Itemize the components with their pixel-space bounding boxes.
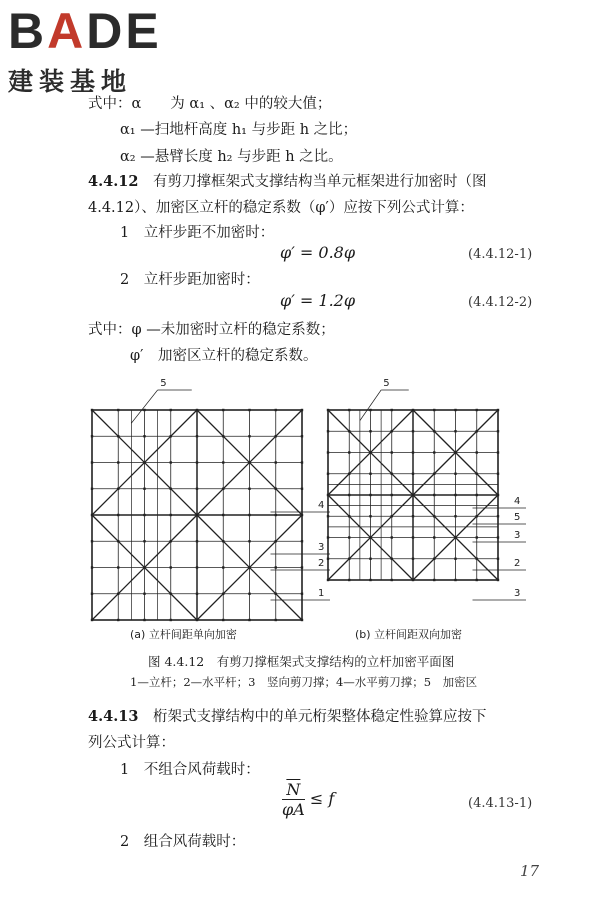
pole-dot bbox=[454, 409, 456, 411]
equation-number: (4.4.12-1) bbox=[468, 247, 533, 262]
pole-dot bbox=[301, 461, 303, 463]
pole-dot bbox=[91, 461, 93, 463]
figure-label: 5 bbox=[383, 378, 390, 389]
pole-dot bbox=[327, 536, 329, 538]
figure-label: 3 bbox=[318, 542, 325, 553]
list-item: 2 立杆步距加密时： bbox=[120, 272, 260, 288]
pole-dot bbox=[433, 536, 435, 538]
pole-dot bbox=[497, 515, 499, 517]
pole-dot bbox=[301, 593, 303, 595]
pole-dot bbox=[91, 435, 93, 437]
pole-dot bbox=[348, 536, 350, 538]
figure-label: 4 bbox=[514, 496, 521, 507]
logo-subtitle: 建装基地 bbox=[8, 67, 133, 96]
pole-dot bbox=[275, 619, 277, 621]
list-item: 2 组合风荷载时： bbox=[120, 834, 246, 850]
pole-dot bbox=[143, 488, 145, 490]
figure-a bbox=[91, 378, 330, 621]
figure-label: 5 bbox=[514, 512, 521, 523]
figure-label: 2 bbox=[514, 558, 521, 569]
formula-stability: $\frac{\overline{N}}{\varphi A}$ ≤ f bbox=[282, 780, 335, 819]
pole-dot bbox=[348, 451, 350, 453]
pole-dot bbox=[391, 451, 393, 453]
pole-dot bbox=[476, 536, 478, 538]
pole-dot bbox=[248, 435, 250, 437]
pole-dot bbox=[348, 409, 350, 411]
pole-dot bbox=[433, 451, 435, 453]
section-heading: 4.4.13 桁架式支撑结构中的单元桁架整体稳定性验算应按下 bbox=[88, 708, 487, 725]
pole-dot bbox=[222, 566, 224, 568]
pole-dot bbox=[222, 619, 224, 621]
pole-dot bbox=[117, 461, 119, 463]
pole-dot bbox=[248, 540, 250, 542]
section-heading: 4.4.12 有剪刀撑框架式支撑结构当单元框架进行加密时（图 bbox=[88, 173, 487, 190]
text-line: α₂ —悬臂长度 h₂ 与步距 h 之比。 bbox=[120, 149, 343, 165]
figure-a-subcaption: (a) 立杆间距单向加密 bbox=[130, 628, 237, 641]
pole-dot bbox=[170, 566, 172, 568]
pole-dot bbox=[369, 558, 371, 560]
logo-wordmark: BADE bbox=[8, 3, 162, 59]
pole-dot bbox=[301, 435, 303, 437]
pole-dot bbox=[117, 619, 119, 621]
pole-dot bbox=[369, 409, 371, 411]
pole-dot bbox=[476, 451, 478, 453]
list-item: 1 不组合风荷载时： bbox=[120, 762, 260, 778]
figure-b-subcaption: (b) 立杆间距双向加密 bbox=[355, 628, 463, 641]
pole-dot bbox=[248, 409, 250, 411]
pole-dot bbox=[391, 579, 393, 581]
page-number: 17 bbox=[520, 862, 540, 880]
figure-legend: 1—立杆；2—水平杆；3 竖向剪刀撑；4—水平剪刀撑；5 加密区 bbox=[130, 675, 478, 689]
pole-dot bbox=[476, 579, 478, 581]
pole-dot bbox=[91, 566, 93, 568]
pole-dot bbox=[369, 579, 371, 581]
text-line: 式中：φ —未加密时立杆的稳定系数； bbox=[88, 322, 335, 338]
pole-dot bbox=[143, 619, 145, 621]
pole-dot bbox=[454, 558, 456, 560]
text-line: 列公式计算： bbox=[88, 735, 175, 751]
equation-number: (4.4.12-2) bbox=[468, 295, 533, 310]
text-line: φ′ 加密区立杆的稳定系数。 bbox=[130, 348, 318, 364]
pole-dot bbox=[301, 566, 303, 568]
pole-dot bbox=[327, 558, 329, 560]
pole-dot bbox=[497, 473, 499, 475]
figure-caption: 图 4.4.12 有剪刀撑框架式支撑结构的立杆加密平面图 bbox=[148, 654, 455, 669]
figure-label: 1 bbox=[318, 588, 325, 599]
brand-logo bbox=[8, 3, 162, 98]
figure-label: 5 bbox=[160, 378, 167, 389]
figure-plan-drawings bbox=[80, 370, 560, 650]
pole-dot bbox=[454, 579, 456, 581]
pole-dot bbox=[327, 515, 329, 517]
pole-dot bbox=[143, 409, 145, 411]
figure-label: 3 bbox=[514, 588, 521, 599]
pole-dot bbox=[327, 451, 329, 453]
pole-dot bbox=[91, 488, 93, 490]
equation-number: (4.4.13-1) bbox=[468, 796, 533, 811]
pole-dot bbox=[275, 409, 277, 411]
pole-dot bbox=[391, 536, 393, 538]
pole-dot bbox=[327, 430, 329, 432]
text-line: 4.4.12）、加密区立杆的稳定系数（φ′）应按下列公式计算： bbox=[88, 200, 474, 216]
figure-label: 2 bbox=[318, 558, 325, 569]
pole-dot bbox=[348, 579, 350, 581]
pole-dot bbox=[143, 435, 145, 437]
pole-dot bbox=[248, 488, 250, 490]
formula: φ′ = 1.2φ bbox=[280, 291, 356, 310]
pole-dot bbox=[497, 430, 499, 432]
pole-dot bbox=[301, 540, 303, 542]
pole-dot bbox=[497, 536, 499, 538]
pole-dot bbox=[222, 409, 224, 411]
pole-dot bbox=[91, 593, 93, 595]
pole-dot bbox=[275, 566, 277, 568]
pole-dot bbox=[369, 515, 371, 517]
formula: φ′ = 0.8φ bbox=[280, 243, 356, 262]
text-line: 式中：α 为 α₁ 、α₂ 中的较大值； bbox=[88, 96, 332, 112]
figure-label: 3 bbox=[514, 530, 521, 541]
pole-dot bbox=[301, 488, 303, 490]
pole-dot bbox=[117, 409, 119, 411]
figure-label: 4 bbox=[318, 500, 325, 511]
pole-dot bbox=[433, 409, 435, 411]
pole-dot bbox=[248, 619, 250, 621]
pole-dot bbox=[143, 593, 145, 595]
pole-dot bbox=[454, 473, 456, 475]
pole-dot bbox=[170, 409, 172, 411]
pole-dot bbox=[170, 461, 172, 463]
pole-dot bbox=[476, 409, 478, 411]
pole-dot bbox=[433, 579, 435, 581]
figure-b bbox=[327, 378, 526, 600]
pole-dot bbox=[117, 566, 119, 568]
list-item: 1 立杆步距不加密时： bbox=[120, 225, 275, 241]
pole-dot bbox=[391, 409, 393, 411]
pole-dot bbox=[327, 473, 329, 475]
pole-dot bbox=[222, 461, 224, 463]
pole-dot bbox=[91, 540, 93, 542]
text-line: α₁ —扫地杆高度 h₁ 与步距 h 之比； bbox=[120, 122, 358, 138]
pole-dot bbox=[369, 430, 371, 432]
pole-dot bbox=[454, 515, 456, 517]
pole-dot bbox=[275, 461, 277, 463]
pole-dot bbox=[497, 558, 499, 560]
pole-dot bbox=[170, 619, 172, 621]
pole-dot bbox=[248, 593, 250, 595]
pole-dot bbox=[143, 540, 145, 542]
pole-dot bbox=[369, 473, 371, 475]
pole-dot bbox=[454, 430, 456, 432]
pole-dot bbox=[497, 451, 499, 453]
